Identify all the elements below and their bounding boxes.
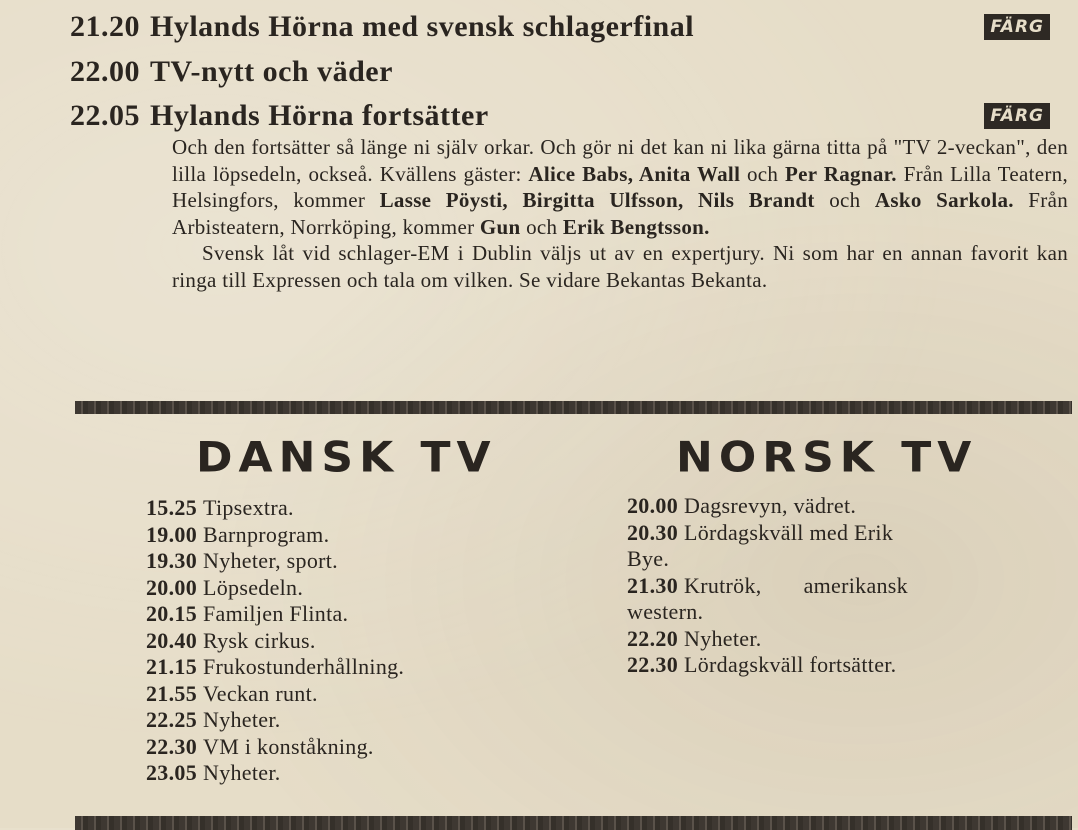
schedule-title: Barnprogram.: [203, 521, 330, 547]
schedule-time: 20.30: [627, 519, 678, 545]
schedule-item: [146, 575, 566, 602]
schedule-item: [146, 628, 566, 655]
schedule-item: [627, 573, 1017, 600]
schedule-time: 21.55: [146, 680, 197, 706]
schedule-item: [146, 760, 566, 787]
schedule-title: VM i konståkning.: [203, 733, 374, 759]
schedule-title: Nyheter.: [684, 625, 762, 651]
program-description: [172, 134, 1068, 293]
guest-name: Erik Bengtsson.: [562, 214, 710, 239]
program-time: 22.05: [70, 99, 140, 132]
program-line: [70, 99, 1064, 133]
color-badge: FÄRG: [984, 14, 1050, 40]
schedule-title: Krutrök,: [684, 572, 762, 598]
schedule-item: [627, 626, 1017, 653]
schedule-title: Löpsedeln.: [203, 574, 304, 600]
schedule-time: 21.30: [627, 572, 678, 598]
schedule-title: Rysk cirkus.: [203, 627, 316, 653]
color-badge: FÄRG: [984, 103, 1050, 129]
schedule-time: 22.20: [627, 625, 678, 651]
schedule-time: 15.25: [146, 495, 197, 520]
norsk-tv-heading: NORSK TV: [676, 433, 978, 482]
guest-name: Alice Babs, Anita Wall: [528, 161, 741, 186]
schedule-item: [146, 681, 566, 708]
description-text: Från Arbisteatern, Norrköping, kommer: [172, 188, 1069, 239]
schedule-time: 22.30: [146, 733, 197, 759]
schedule-time: 20.00: [146, 574, 197, 600]
schedule-item-continuation: [627, 546, 1017, 573]
description-text: Och den fortsätter så länge ni själv orkar. Och gör ni det kan ni lika gärna titta på "TV 2-veckan", den lilla löpsedeln, ockseå. Kvällens gäster:: [172, 135, 1068, 186]
schedule-item: [146, 707, 566, 734]
schedule-time: 20.00: [627, 493, 678, 518]
schedule-title: Tipsextra.: [203, 495, 294, 520]
schedule-title: western.: [627, 599, 704, 624]
schedule-title: Veckan runt.: [203, 680, 318, 706]
schedule-title-part: amerikansk: [803, 572, 908, 598]
guest-name: Lasse Pöysti, Birgitta Ulfsson, Nils Brandt: [379, 188, 815, 212]
program-line: [70, 10, 1064, 44]
schedule-item: [627, 652, 1017, 679]
schedule-title: Frukostunderhållning.: [203, 654, 405, 679]
program-title: TV-nytt och väder: [150, 55, 393, 88]
schedule-item: [146, 654, 566, 681]
schedule-title: Familjen Flinta.: [203, 601, 349, 626]
program-title: Hylands Hörna med svensk schlagerfinal: [150, 10, 695, 43]
schedule-time: 20.40: [146, 627, 197, 653]
schedule-time: 19.00: [146, 521, 197, 547]
schedule-title: Lördagskväll med Erik: [684, 519, 894, 545]
description-text: och: [814, 188, 875, 212]
program-time: 21.20: [70, 10, 140, 43]
schedule-item: [146, 734, 566, 761]
schedule-item: [146, 601, 566, 628]
program-line: [70, 55, 1064, 89]
norsk-tv-schedule: [627, 493, 1017, 679]
schedule-item: [627, 520, 1017, 547]
schedule-title: Nyheter.: [203, 760, 281, 785]
schedule-title: Bye.: [627, 546, 670, 571]
guest-name: Asko Sarkola.: [874, 188, 1014, 212]
schedule-item: [146, 522, 566, 549]
dansk-tv-heading: DANSK TV: [196, 433, 497, 482]
description-paragraph: Svensk låt vid schlager-EM i Dublin väljs ut av en expertjury. Ni som har en annan favorit kan ringa till Expressen och tala om vilken. Se vidare Bekantas Bekanta.: [172, 241, 1068, 292]
schedule-item: [627, 493, 1017, 520]
description-paragraph: [172, 134, 1068, 240]
schedule-time: 20.15: [146, 601, 197, 626]
schedule-time: 22.30: [627, 652, 678, 677]
schedule-title: Dagsrevyn, vädret.: [684, 493, 857, 518]
schedule-title: Nyheter.: [203, 707, 281, 732]
program-title: Hylands Hörna fortsätter: [150, 99, 489, 132]
divider-bar: [75, 401, 1072, 414]
program-time: 22.00: [70, 55, 140, 88]
description-text: och: [740, 161, 785, 186]
guest-name: Gun: [479, 214, 521, 239]
schedule-item: [146, 495, 566, 522]
schedule-title: Lördagskväll fortsätter.: [684, 652, 897, 677]
schedule-item: [146, 548, 566, 575]
schedule-time: 21.15: [146, 654, 197, 679]
schedule-item-continuation: [627, 599, 1017, 626]
dansk-tv-schedule: [146, 495, 566, 787]
description-text: Från Lilla Teatern, Helsingfors, kommer: [172, 161, 1068, 212]
schedule-time: 23.05: [146, 760, 197, 785]
schedule-time: 22.25: [146, 707, 197, 732]
guest-name: Per Ragnar.: [785, 161, 897, 186]
description-text: och: [520, 214, 563, 239]
schedule-title: Nyheter, sport.: [203, 548, 338, 573]
schedule-time: 19.30: [146, 548, 197, 573]
